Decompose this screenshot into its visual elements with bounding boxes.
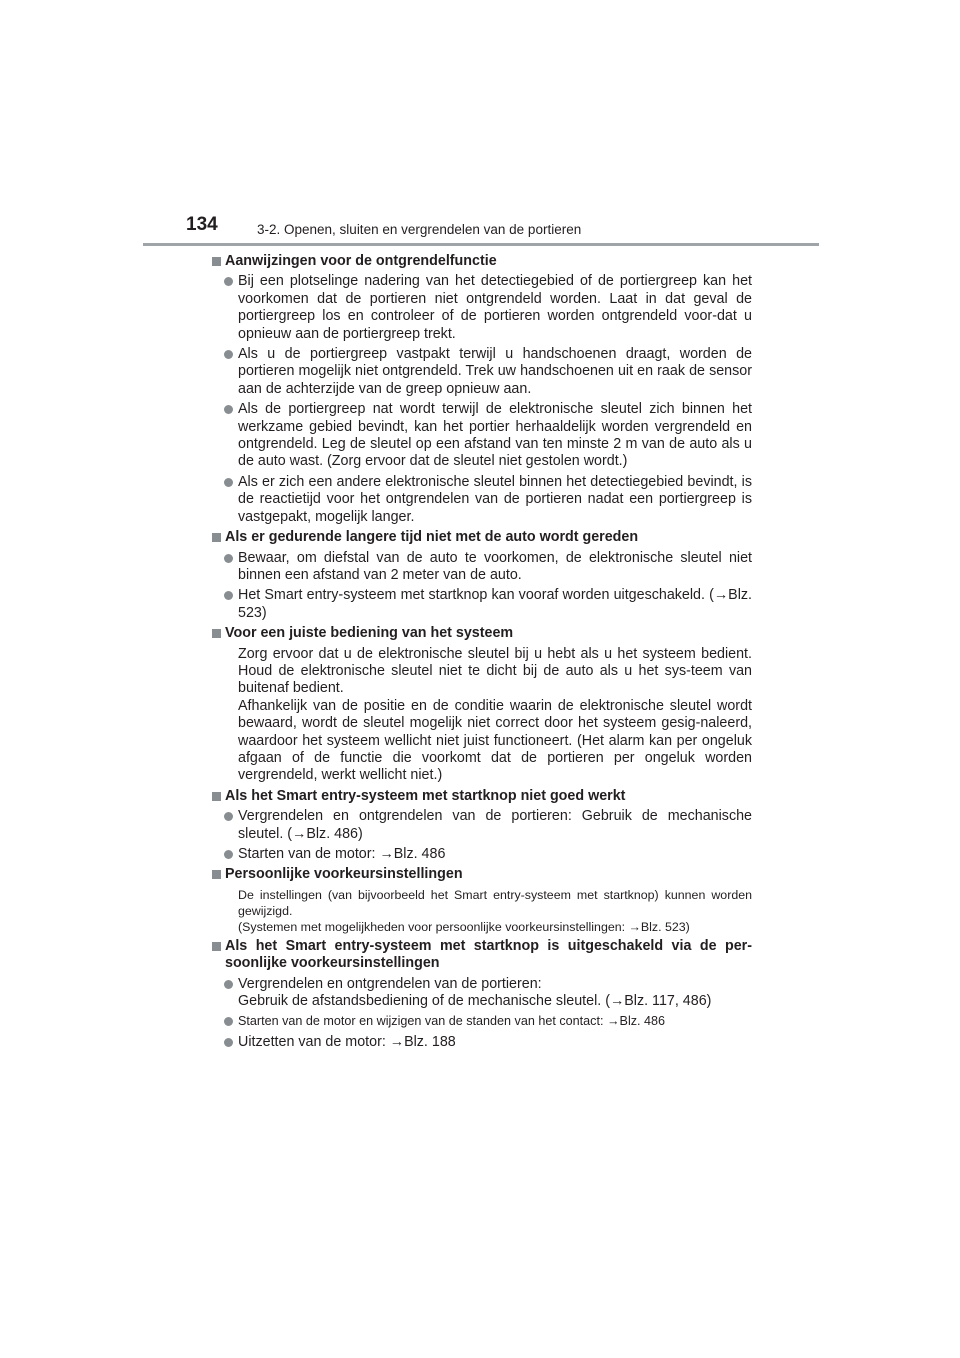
round-bullet-icon xyxy=(224,1038,233,1047)
round-bullet-icon xyxy=(224,554,233,563)
list-item: Starten van de motor en wijzigen van de standen van het contact: →Blz. 486 xyxy=(212,1013,752,1030)
section-heading: Als het Smart entry-systeem met startknop is uitgeschakeld via de per-soonlijke voorkeursinstellingen xyxy=(212,938,752,973)
list-item: Als er zich een andere elektronische sleutel binnen het detectiegebied bevindt, is de reactietijd voor het ontgrendelen van de portieren nadat een portiergreep is vastgepakt, mogelijk langer. xyxy=(212,474,752,526)
square-bullet-icon xyxy=(212,533,221,542)
section-body xyxy=(212,887,752,935)
section-heading: Persoonlijke voorkeursinstellingen xyxy=(212,866,752,883)
list-item: Uitzetten van de motor: →Blz. 188 xyxy=(212,1034,752,1051)
paragraph: (Systemen met mogelijkheden voor persoonlijke voorkeursinstellingen: →Blz. 523) xyxy=(238,919,690,934)
square-bullet-icon xyxy=(212,629,221,638)
round-bullet-icon xyxy=(224,980,233,989)
square-bullet-icon xyxy=(212,792,221,801)
round-bullet-icon xyxy=(224,405,233,414)
square-bullet-icon xyxy=(212,257,221,266)
section-correct-operation xyxy=(212,625,752,785)
section-customization xyxy=(212,866,752,934)
section-unlock-tips xyxy=(212,253,752,526)
list-item: Het Smart entry-systeem met startknop kan vooraf worden uitgeschakeld. (→Blz. 523) xyxy=(212,587,752,622)
section-body xyxy=(212,646,752,785)
page-number: 134 xyxy=(186,214,218,235)
list-item: Bewaar, om diefstal van de auto te voorkomen, de elektronische sleutel niet binnen een afstand van 2 meter van de auto. xyxy=(212,550,752,585)
paragraph: De instellingen (van bijvoorbeeld het Smart entry-systeem met startknop) kunnen worden gewijzigd. xyxy=(238,887,752,918)
paragraph: Zorg ervoor dat u de elektronische sleutel bij u hebt als u het systeem bedient. Houd de elektronische sleutel niet te dicht bij de auto als u het sys-teem van buitenaf bedient. xyxy=(238,645,752,697)
paragraph: Afhankelijk van de positie en de conditie waarin de elektronische sleutel wordt bewaard, wordt de sleutel mogelijk niet correct door het systeem gesig-naleerd, waardoor het systeem wellicht niet juist functioneert. (Het alarm kan per ongeluk afgaan of de functie die voorkomt dat de portieren per ongeluk worden vergrendeld, werkt wellicht niet.) xyxy=(238,697,752,784)
list-item: Als u de portiergreep vastpakt terwijl u handschoenen draagt, worden de portieren mogelijk niet ontgrendeld. Trek uw handschoenen uit en raak de sensor aan de achterzijde van de greep opnieuw aan. xyxy=(212,346,752,398)
round-bullet-icon xyxy=(224,350,233,359)
section-heading: Aanwijzingen voor de ontgrendelfunctie xyxy=(212,253,752,270)
round-bullet-icon xyxy=(224,812,233,821)
list-item: Bij een plotselinge nadering van het detectiegebied of de portiergreep kan het voorkomen dat de portieren niet ontgrendeld worden. Laat in dat geval de portiergreep los en controleer of de portieren worden ontgrendeld voor-dat u opnieuw aan de portiergreep trekt. xyxy=(212,273,752,343)
section-heading: Voor een juiste bediening van het systeem xyxy=(212,625,752,642)
list-item: Starten van de motor: →Blz. 486 xyxy=(212,846,752,863)
section-long-parking xyxy=(212,529,752,622)
section-heading: Als het Smart entry-systeem met startknop niet goed werkt xyxy=(212,788,752,805)
section-malfunction xyxy=(212,788,752,864)
list-item: Vergrendelen en ontgrendelen van de portieren: Gebruik de mechanische sleutel. (→Blz. 486) xyxy=(212,808,752,843)
section-disabled-via-customization xyxy=(212,938,752,1051)
round-bullet-icon xyxy=(224,478,233,487)
list-item: Als de portiergreep nat wordt terwijl de elektronische sleutel zich binnen het werkzame gebied bevindt, kan het portier herhaaldelijk worden vergrendeld en ontgrendeld. Leg de sleutel op een afstand van ten minste 2 m van de auto als u de auto wast. (Zorg ervoor dat de sleutel niet gestolen wordt.) xyxy=(212,401,752,471)
list-item: Vergrendelen en ontgrendelen van de portieren: Gebruik de afstandsbediening of de mechanische sleutel. (→Blz. 117, 486) xyxy=(212,976,752,1011)
round-bullet-icon xyxy=(224,1017,233,1026)
round-bullet-icon xyxy=(224,591,233,600)
header-divider xyxy=(143,243,819,246)
round-bullet-icon xyxy=(224,277,233,286)
page-content xyxy=(212,253,752,1051)
square-bullet-icon xyxy=(212,942,221,951)
round-bullet-icon xyxy=(224,850,233,859)
section-heading: Als er gedurende langere tijd niet met de auto wordt gereden xyxy=(212,529,752,546)
page-header xyxy=(186,214,818,244)
chapter-title: 3-2. Openen, sluiten en vergrendelen van de portieren xyxy=(257,222,582,237)
square-bullet-icon xyxy=(212,870,221,879)
